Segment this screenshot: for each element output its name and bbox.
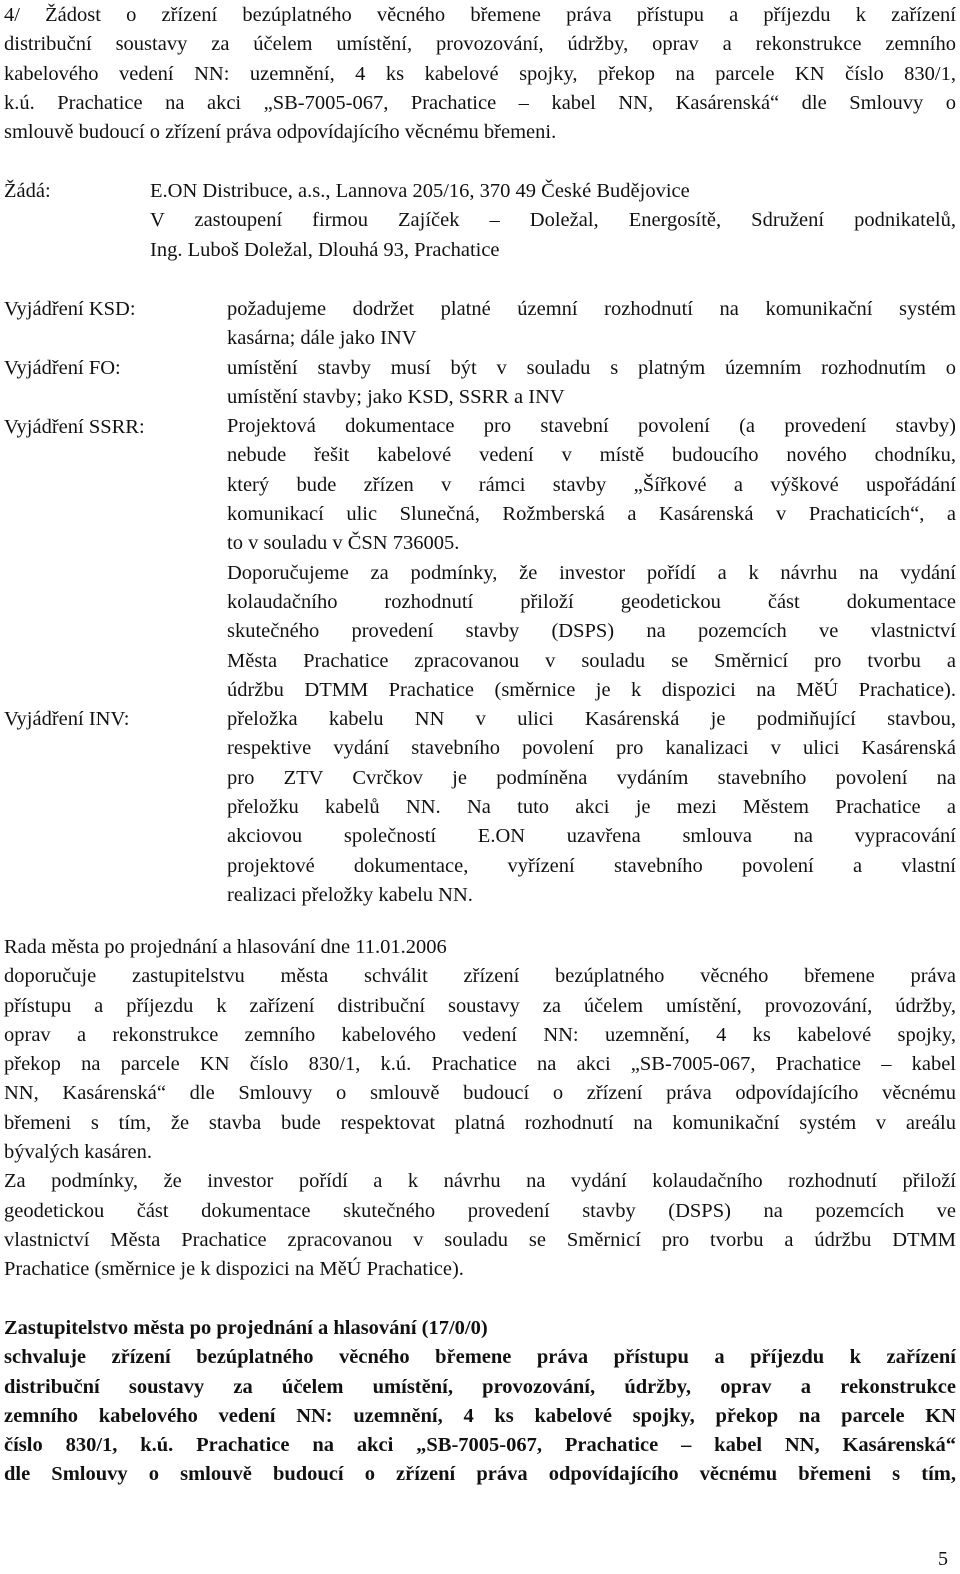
- statement-line: který bude zřízen v rámci stavby „Šířkové a výškové uspořádání: [227, 473, 956, 496]
- statement-line: požadujeme dodržet platné územní rozhodnutí na komunikační systém: [227, 298, 956, 320]
- council-line: překop na parcele KN číslo 830/1, k.ú. Prachatice na akci „SB-7005-067, Prachatice – kabel: [4, 1053, 956, 1076]
- statement-label-inv: Vyjádření INV:: [4, 708, 130, 730]
- statement-line: Doporučujeme za podmínky, že investor pořídí a k návrhu na vydání: [227, 561, 956, 584]
- applicant-label: Žádá:: [4, 180, 51, 202]
- assembly-line: distribuční soustavy za účelem umístění, provozování, údržby, oprav a rekonstrukce: [4, 1375, 956, 1398]
- statement-line: respektive vydání stavebního povolení pro kanalizaci v ulici Kasárenská: [227, 737, 956, 760]
- intro-line: k.ú. Prachatice na akci „SB-7005-067, Prachatice – kabel NN, Kasárenská“ dle Smlouvy o: [4, 91, 956, 114]
- council-line: vlastnictví Města Prachatice zpracovanou v souladu se Směrnicí pro tvorbu a údržbu DTMM: [4, 1228, 956, 1251]
- council-line: Rada města po projednání a hlasování dne 11.01.2006: [4, 936, 447, 958]
- statement-line: umístění stavby musí být v souladu s platným územním rozhodnutím o: [227, 356, 956, 379]
- statement-label-fo: Vyjádření FO:: [4, 357, 121, 379]
- council-line: břemeni s tím, že stavba bude respektovat platná rozhodnutí na komunikační systém v areálu: [4, 1111, 956, 1134]
- council-recommendation: [4, 933, 956, 1285]
- council-line: geodetickou část dokumentace skutečného provedení stavby (DSPS) na pozemcích ve: [4, 1199, 956, 1222]
- council-line: přístupu a příjezdu k zařízení distribuční soustavy za účelem umístění, provozování, údržby,: [4, 994, 956, 1017]
- statement-line: přeložka kabelu NN v ulici Kasárenská je podmiňující stavbou,: [227, 708, 956, 731]
- statement-line: realizaci přeložky kabelu NN.: [227, 883, 473, 906]
- statement-line: akciovou společností E.ON uzavřena smlouva na vypracování: [227, 825, 956, 848]
- statement-label-ksd: Vyjádření KSD:: [4, 298, 136, 320]
- statement-texts: [227, 295, 956, 910]
- statement-line: kasárna; dále jako INV: [227, 327, 417, 350]
- council-line: Prachatice (směrnice je k dispozici na MěÚ Prachatice).: [4, 1258, 464, 1281]
- intro-line: 4/ Žádost o zřízení bezúplatného věcného břemene práva přístupu a příjezdu k zařízení: [4, 4, 956, 26]
- statement-line: Projektová dokumentace pro stavební povolení (a provedení stavby): [227, 415, 956, 438]
- council-line: oprav a rekonstrukce zemního kabelového vedení NN: uzemnění, 4 ks kabelové spojky,: [4, 1023, 956, 1046]
- statement-label-ssrr: Vyjádření SSRR:: [4, 416, 145, 438]
- assembly-resolution: [4, 1314, 956, 1490]
- applicant-line: Ing. Luboš Doležal, Dlouhá 93, Prachatice: [150, 238, 500, 261]
- statement-line: skutečného provedení stavby (DSPS) na pozemcích ve vlastnictví: [227, 620, 956, 643]
- statement-line: nebude řešit kabelové vedení v místě budoucího nového chodníku,: [227, 444, 956, 467]
- statement-line: projektové dokumentace, vyřízení stavebního povolení a vlastní: [227, 854, 956, 877]
- assembly-line: zemního kabelového vedení NN: uzemnění, 4 ks kabelové spojky, překop na parcele KN: [4, 1404, 956, 1427]
- applicant-line: V zastoupení firmou Zajíček – Doležal, Energosítě, Sdružení podnikatelů,: [150, 209, 956, 232]
- council-line: NN, Kasárenská“ dle Smlouvy o smlouvě budoucí o zřízení práva odpovídajícího věcnému: [4, 1082, 956, 1105]
- intro-line: smlouvě budoucí o zřízení práva odpovídajícího věcnému břemeni.: [4, 121, 557, 144]
- statement-line: přeložku kabelů NN. Na tuto akci je mezi Městem Prachatice a: [227, 796, 956, 819]
- council-line: Za podmínky, že investor pořídí a k návrhu na vydání kolaudačního rozhodnutí přiloží: [4, 1170, 956, 1193]
- statement-line: Města Prachatice zpracovanou v souladu se Směrnicí pro tvorbu a: [227, 649, 956, 672]
- assembly-line: číslo 830/1, k.ú. Prachatice na akci „SB-7005-067, Prachatice – kabel NN, Kasárenská“: [4, 1434, 956, 1457]
- statement-line: pro ZTV Cvrčkov je podmíněna vydáním stavebního povolení na: [227, 766, 956, 789]
- page-number: 5: [938, 1548, 948, 1570]
- statement-line: komunikací ulic Slunečná, Rožmberská a Kasárenská v Prachaticích“, a: [227, 503, 956, 526]
- intro-line: distribuční soustavy za účelem umístění, provozování, údržby, oprav a rekonstrukce zemního: [4, 33, 956, 56]
- assembly-line: Zastupitelstvo města po projednání a hlasování (17/0/0): [4, 1317, 488, 1339]
- statement-line: údržbu DTMM Prachatice (směrnice je k dispozici na MěÚ Prachatice).: [227, 678, 956, 701]
- statement-line: kolaudačního rozhodnutí přiloží geodetickou část dokumentace: [227, 590, 956, 613]
- intro-line: kabelového vedení NN: uzemnění, 4 ks kabelové spojky, překop na parcele KN číslo 830/1,: [4, 62, 956, 85]
- assembly-line: schvaluje zřízení bezúplatného věcného břemene práva přístupu a příjezdu k zařízení: [4, 1346, 956, 1369]
- applicant-line: E.ON Distribuce, a.s., Lannova 205/16, 370 49 České Budějovice: [150, 180, 690, 202]
- request-heading-paragraph: [4, 1, 956, 147]
- statement-line: umístění stavby; jako KSD, SSRR a INV: [227, 385, 565, 408]
- council-line: bývalých kasáren.: [4, 1141, 152, 1164]
- statement-line: to v souladu v ČSN 736005.: [227, 532, 460, 555]
- council-line: doporučuje zastupitelstvu města schválit zřízení bezúplatného věcného břemene práva: [4, 965, 956, 988]
- applicant-details: [150, 177, 956, 265]
- assembly-line: dle Smlouvy o smlouvě budoucí o zřízení práva odpovídajícího věcnému břemeni s tím,: [4, 1463, 956, 1486]
